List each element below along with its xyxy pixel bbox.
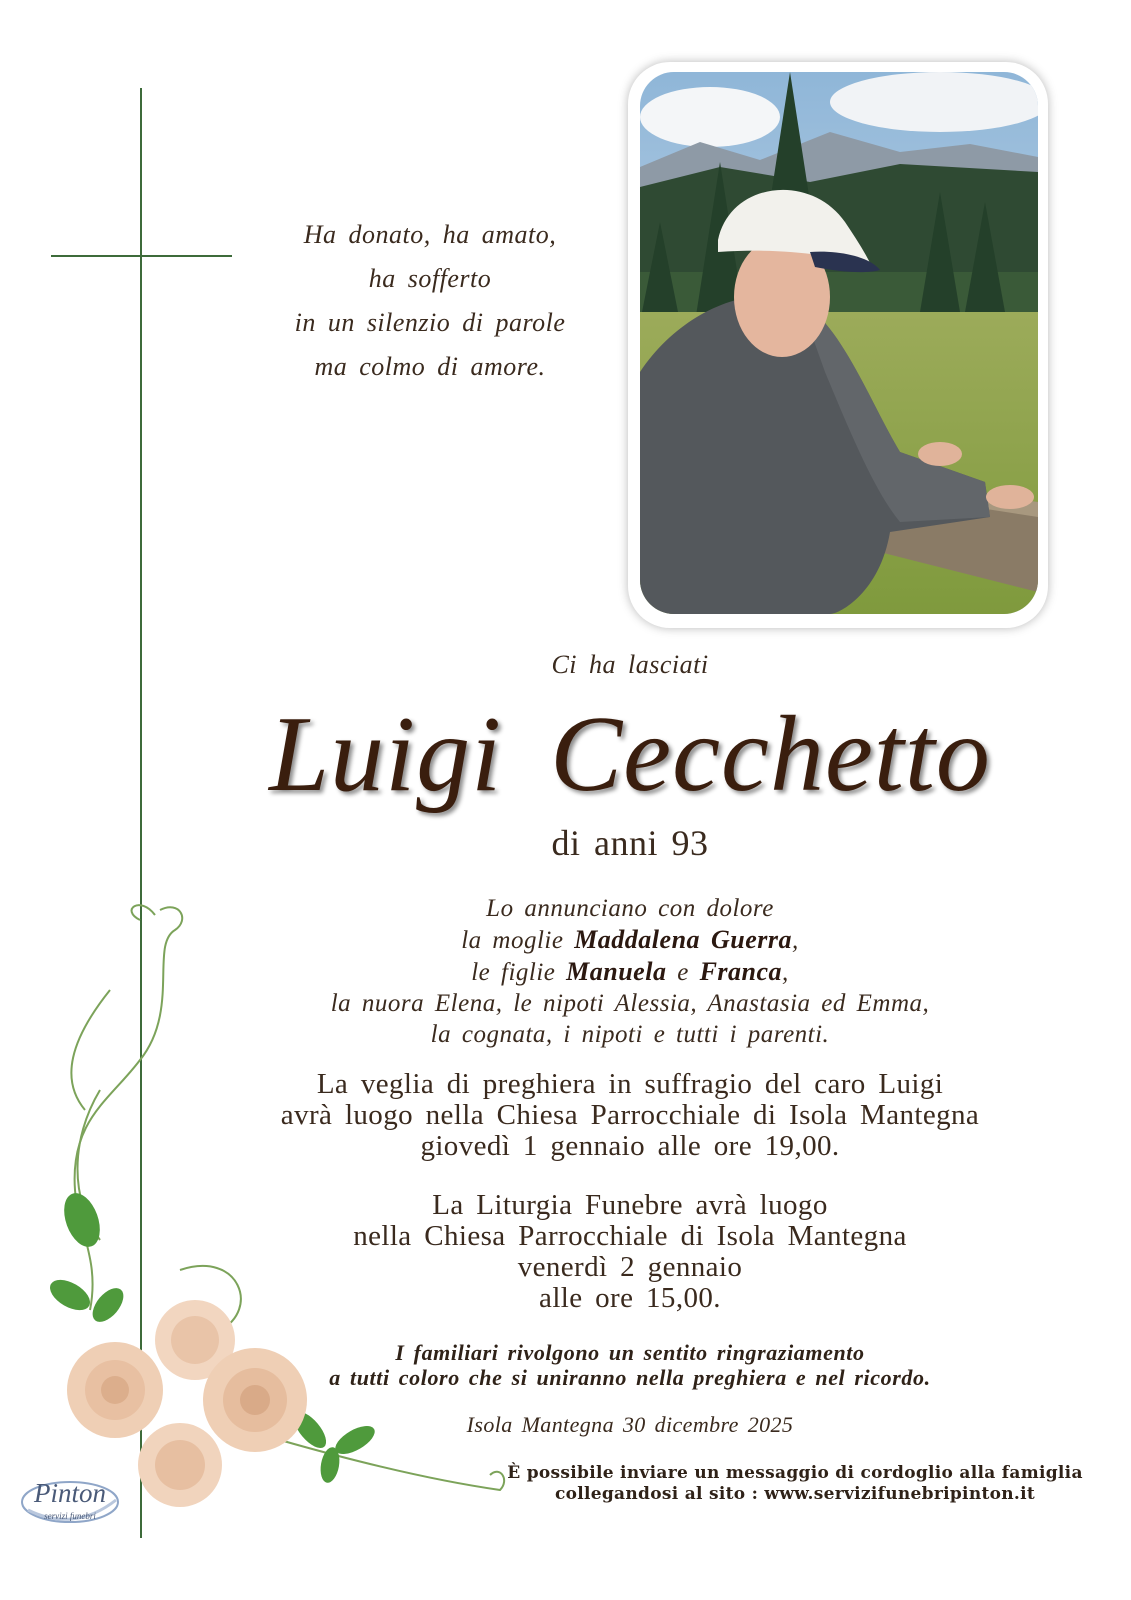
wife-suffix: , [792,927,799,954]
contact-line[interactable]: collegandosi al sito : www.servizifunebripinton.it [554,1484,1036,1504]
poem-line: ma colmo di amore. [314,352,546,381]
funeral-line: alle ore 15,00. [539,1282,721,1314]
wife-prefix: la moglie [461,927,575,954]
daughter-name: Franca [699,957,783,986]
daughter-name: Manuela [566,957,667,986]
logo-subtitle: servizi funebri [44,1511,96,1521]
conjunction: e [666,959,700,986]
deceased-age: di anni 93 [551,823,709,863]
funeral-line: venerdì 2 gennaio [517,1251,743,1283]
portrait-photo [640,72,1038,614]
wife-name: Maddalena Guerra [574,925,793,954]
vigil-line: avrà luogo nella Chiesa Parrocchiale di Isola Mantegna [280,1099,980,1131]
announcement-line: la nuora Elena, le nipoti Alessia, Anastasia ed Emma, [330,990,930,1017]
announcement-line: Lo annunciano con dolore [486,895,774,922]
vigil-line: La veglia di preghiera in suffragio del caro Luigi [316,1068,944,1100]
daughters-suffix: , [782,959,789,986]
deceased-name: Luigi Cecchetto [269,695,991,814]
poem-line: ha sofferto [368,264,492,293]
logo-name: Pinton [34,1478,106,1508]
funeral-line: nella Chiesa Parrocchiale di Isola Mantegna [353,1220,907,1252]
announcement-line: la cognata, i nipoti e tutti i parenti. [430,1021,830,1048]
poem-line: Ha donato, ha amato, [303,220,557,249]
contact-line: È possibile inviare un messaggio di cordoglio alla famiglia [507,1463,1083,1483]
thanks-line: I familiari rivolgono un sentito ringraziamento [395,1340,865,1365]
contact-info [480,1463,1110,1505]
vigil-line: giovedì 1 gennaio alle ore 19,00. [420,1130,840,1162]
poem-line: in un silenzio di parole [294,308,566,337]
intro-text: Ci ha lasciati [551,650,709,679]
thanks-line: a tutti coloro che si uniranno nella preghiera e nel ricordo. [329,1365,931,1390]
cross-horizontal-bar [51,255,232,257]
place-date: Isola Mantegna 30 dicembre 2025 [466,1412,794,1437]
daughters-prefix: le figlie [471,959,567,986]
poem [250,213,610,389]
roses-decoration-icon [30,890,530,1530]
funeral-line: La Liturgia Funebre avrà luogo [432,1189,828,1221]
